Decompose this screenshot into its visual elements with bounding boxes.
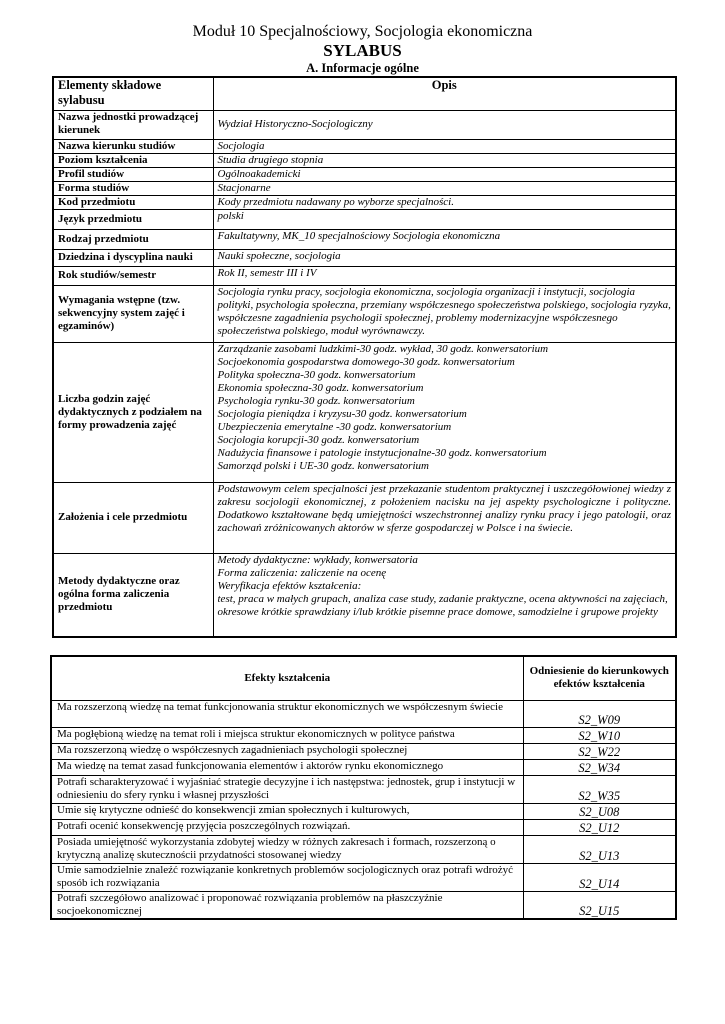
info-row — [53, 229, 676, 249]
info-row — [53, 209, 676, 229]
col-header-effects: Efekty kształcenia — [51, 656, 523, 700]
section-title: A. Informacje ogólne — [306, 61, 419, 75]
info-value — [213, 553, 676, 637]
effect-code: S2_W10 — [523, 727, 676, 743]
effect-code: S2_U14 — [523, 863, 676, 891]
info-row — [53, 153, 676, 167]
effect-row — [51, 819, 676, 835]
effect-code: S2_W35 — [523, 775, 676, 803]
effect-row — [51, 891, 676, 919]
effect-code: S2_W34 — [523, 759, 676, 775]
effect-text: Potrafi szczegółowo analizować i proponować rozwiązania problemów na płaszczyźnie socjoekonomicznej — [51, 891, 523, 919]
info-value: Studia drugiego stopnia — [213, 153, 676, 167]
hours-line: Ubezpieczenia emerytalne -30 godz. konwersatorium — [217, 420, 452, 433]
effect-text: Umie samodzielnie znaleźć rozwiązanie konkretnych problemów socjologicznych oraz potrafi wdrożyć sposób ich rozwiązania — [51, 863, 523, 891]
hours-line: Socjologia korupcji-30 godz. konwersatorium — [217, 433, 420, 446]
method-line: test, praca w małych grupach, analiza case study, zadanie praktyczne, ocena aktywności na zajęciach, okresowe krótkie sprawdziany i/lub krótkie pisemne prace domowe, samodzielne i grupowe projekty — [217, 592, 668, 618]
method-line: Metody dydaktyczne: wykłady, konwersatoria — [217, 553, 418, 566]
info-label: Metody dydaktyczne oraz ogólna forma zaliczenia przedmiotu — [53, 553, 213, 637]
info-row — [53, 139, 676, 153]
effect-row — [51, 727, 676, 743]
effect-code: S2_U13 — [523, 835, 676, 863]
info-value: Ogólnoakademicki — [213, 167, 676, 181]
info-label: Liczba godzin zajęć dydaktycznych z podziałem na formy prowadzenia zajęć — [53, 342, 213, 482]
info-label: Nazwa kierunku studiów — [53, 139, 213, 153]
info-row — [53, 553, 676, 637]
info-value: Kody przedmiotu nadawany po wyborze specjalności. — [213, 195, 676, 209]
effect-row — [51, 835, 676, 863]
effect-text: Umie się krytyczne odnieść do konsekwencji zmian społecznych i kulturowych, — [51, 803, 523, 819]
info-row — [53, 342, 676, 482]
effect-code: S2_U15 — [523, 891, 676, 919]
effect-row — [51, 803, 676, 819]
col-header-elements: Elementy składowe sylabusu — [53, 77, 213, 110]
effect-text: Ma wiedzę na temat zasad funkcjonowania elementów i aktorów rynku ekonomicznego — [51, 759, 523, 775]
hours-line: Psychologia rynku-30 godz. konwersatorium — [217, 394, 415, 407]
method-line: Weryfikacja efektów kształcenia: — [217, 579, 362, 592]
info-label: Poziom kształcenia — [53, 153, 213, 167]
effect-text: Posiada umiejętność wykorzystania zdobytej wiedzy w różnych zakresach i formach, rozszerzoną o krytyczną analizę skutecznościi przydatności stosowanej wiedzy — [51, 835, 523, 863]
info-value: Socjologia rynku pracy, socjologia ekonomiczna, socjologia organizacji i instytucji, socjologia polityki, psychologia społeczna, przemiany współczesnego społeczeństwa polskiego, socjologia ryzyka, współczesne zagadnienia psychologii społecznej, problemy modernizacyjne współczesnego społeczeństwa polskiego, moduł wyrównawczy. — [213, 285, 676, 342]
effect-row — [51, 863, 676, 891]
info-row — [53, 181, 676, 195]
info-row — [53, 482, 676, 553]
effect-text: Potrafi scharakteryzować i wyjaśniać strategie decyzyjne i ich następstwa: jednostek, grup i instytucji w odniesieniu do sfery rynku i własnej przyszłości — [51, 775, 523, 803]
info-row — [53, 249, 676, 266]
info-value: Fakultatywny, MK_10 specjalnościowy Socjologia ekonomiczna — [213, 229, 676, 249]
col-header-reference: Odniesienie do kierunkowych efektów kształcenia — [523, 656, 676, 700]
effect-code: S2_U08 — [523, 803, 676, 819]
info-row — [53, 110, 676, 139]
info-row — [53, 285, 676, 342]
general-info-table — [52, 76, 677, 638]
info-value: Nauki społeczne, socjologia — [213, 249, 676, 266]
info-label: Język przedmiotu — [53, 209, 213, 229]
hours-line: Socjologia pieniądza i kryzysu-30 godz. konwersatorium — [217, 407, 467, 420]
col-header-description: Opis — [213, 77, 676, 110]
info-row — [53, 195, 676, 209]
effect-code: S2_W09 — [523, 700, 676, 727]
effect-row — [51, 700, 676, 727]
info-label: Dziedzina i dyscyplina nauki — [53, 249, 213, 266]
effect-text: Ma pogłębioną wiedzę na temat roli i miejsca struktur ekonomicznych w polityce państwa — [51, 727, 523, 743]
info-value: Stacjonarne — [213, 181, 676, 195]
effect-row — [51, 743, 676, 759]
info-value: Rok II, semestr III i IV — [213, 266, 676, 285]
hours-line: Samorząd polski i UE-30 godz. konwersatorium — [217, 459, 429, 472]
page-title: Moduł 10 Specjalnościowy, Socjologia ekonomiczna — [192, 23, 533, 40]
hours-line: Socjoekonomia gospodarstwa domowego-30 godz. konwersatorium — [217, 355, 515, 368]
effect-text: Ma rozszerzoną wiedzę na temat funkcjonowania struktur ekonomicznych we współczesnym świecie — [51, 700, 523, 727]
info-value: Wydział Historyczno-Socjologiczny — [213, 110, 676, 139]
info-value: polski — [213, 209, 676, 229]
effect-row — [51, 759, 676, 775]
effect-code: S2_W22 — [523, 743, 676, 759]
info-row — [53, 266, 676, 285]
effect-text: Ma rozszerzoną wiedzę o współczesnych zagadnieniach psychologii społecznej — [51, 743, 523, 759]
page-subtitle: SYLABUS — [323, 41, 402, 60]
info-value — [213, 342, 676, 482]
info-value: Socjologia — [213, 139, 676, 153]
info-label: Rok studiów/semestr — [53, 266, 213, 285]
info-label: Kod przedmiotu — [53, 195, 213, 209]
hours-line: Polityka społeczna-30 godz. konwersatorium — [217, 368, 416, 381]
effect-row — [51, 775, 676, 803]
learning-outcomes-table — [50, 655, 677, 920]
info-row — [53, 167, 676, 181]
info-label: Nazwa jednostki prowadzącej kierunek — [53, 110, 213, 139]
info-label: Forma studiów — [53, 181, 213, 195]
info-header-row — [53, 77, 676, 110]
hours-line: Ekonomia społeczna-30 godz. konwersatorium — [217, 381, 424, 394]
method-line: Forma zaliczenia: zaliczenie na ocenę — [217, 566, 387, 579]
effect-code: S2_U12 — [523, 819, 676, 835]
info-label: Założenia i cele przedmiotu — [53, 482, 213, 553]
effects-header-row — [51, 656, 676, 700]
info-label: Profil studiów — [53, 167, 213, 181]
info-label: Rodzaj przedmiotu — [53, 229, 213, 249]
info-value: Podstawowym celem specjalności jest przekazanie studentom praktycznej i uszczegółowionej wiedzy z zakresu socjologii ekonomicznej, z położeniem nacisku na jej aspekty psychologiczne i polityczne. Dodatkowo kształtowane będą umiejętności wszechstronnej analizy rynku pracy i jego patologii, oraz zachowań zróżnicowanych aktorów w sferze gospodarczej w Polsce i na świecie. — [213, 482, 676, 553]
hours-line: Nadużycia finansowe i patologie instytucjonalne-30 godz. konwersatorium — [217, 446, 547, 459]
effect-text: Potrafi ocenić konsekwencję przyjęcia poszczególnych rozwiązań. — [51, 819, 523, 835]
hours-line: Zarządzanie zasobami ludzkimi-30 godz. wykład, 30 godz. konwersatorium — [217, 342, 549, 355]
info-label: Wymagania wstępne (tzw. sekwencyjny system zajęć i egzaminów) — [53, 285, 213, 342]
